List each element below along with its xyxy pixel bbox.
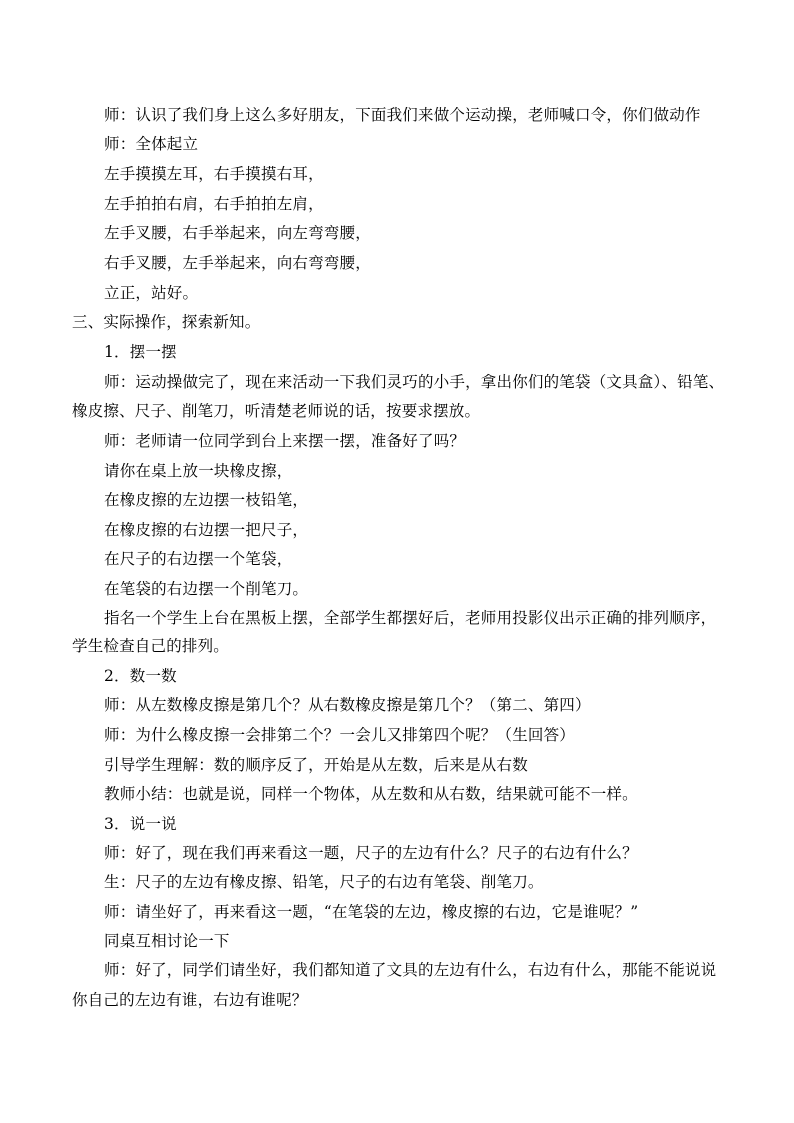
text-line: 在橡皮擦的左边摆一枝铅笔， [104,491,309,509]
text-line: 师：从左数橡皮擦是第几个？从右数橡皮擦是第几个？（第二、第四） [104,696,591,714]
text-line: 在橡皮擦的右边摆一把尺子， [104,521,309,539]
text-line: 生：尺子的左边有橡皮擦、铅笔，尺子的右边有笔袋、削笔刀。 [104,873,544,891]
text-line: 左手摸摸左耳，右手摸摸右耳， [104,165,324,183]
text-line: 师：为什么橡皮擦一会排第二个？一会儿又排第四个呢？（生回答） [104,726,576,744]
subsection-heading: 1．摆一摆 [104,343,177,361]
text-line: 橡皮擦、尺子、削笔刀，听清楚老师说的话，按要求摆放。 [72,402,481,420]
subsection-heading: 3．说一说 [104,815,177,833]
text-line: 师：运动操做完了，现在来活动一下我们灵巧的小手，拿出你们的笔袋（文具盒）、铅笔、 [104,373,725,391]
text-line: 你自己的左边有谁，右边有谁呢？ [72,991,308,1009]
section-heading: 三、实际操作，探索新知。 [72,313,261,331]
text-line: 学生检查自己的排列。 [72,637,230,655]
text-line: 请你在桌上放一块橡皮擦， [104,462,293,480]
text-line: 在尺子的右边摆一个笔袋， [104,550,293,568]
text-line: 右手叉腰，左手举起来，向右弯弯腰， [104,254,371,272]
text-line: 左手拍拍右肩，右手拍拍左肩， [104,195,324,213]
text-line: 师：老师请一位同学到台上来摆一摆，准备好了吗？ [104,432,466,450]
text-line: 在笔袋的右边摆一个削笔刀。 [104,580,309,598]
subsection-heading: 2．数一数 [104,667,177,685]
text-line: 师：认识了我们身上这么多好朋友，下面我们来做个运动操，老师喊口令，你们做动作 [104,106,701,124]
text-line: 师：全体起立 [104,135,199,153]
text-line: 教师小结：也就是说，同样一个物体，从左数和从右数，结果就可能不一样。 [104,785,638,803]
text-line: 同桌互相讨论一下 [104,932,230,950]
text-line: 引导学生理解：数的顺序反了，开始是从左数，后来是从右数 [104,756,528,774]
text-line: 师：请坐好了，再来看这一题，“在笔袋的左边，橡皮擦的右边，它是谁呢？” [104,903,639,921]
text-line: 立正，站好。 [104,284,199,302]
text-line: 左手叉腰，右手举起来，向左弯弯腰， [104,224,371,242]
text-line: 师：好了，同学们请坐好，我们都知道了文具的左边有什么，右边有什么，那能不能说说 [104,961,717,979]
text-line: 师：好了，现在我们再来看这一题，尺子的左边有什么？尺子的右边有什么？ [104,844,638,862]
text-line: 指名一个学生上台在黑板上摆，全部学生都摆好后，老师用投影仪出示正确的排列顺序， [104,609,717,627]
